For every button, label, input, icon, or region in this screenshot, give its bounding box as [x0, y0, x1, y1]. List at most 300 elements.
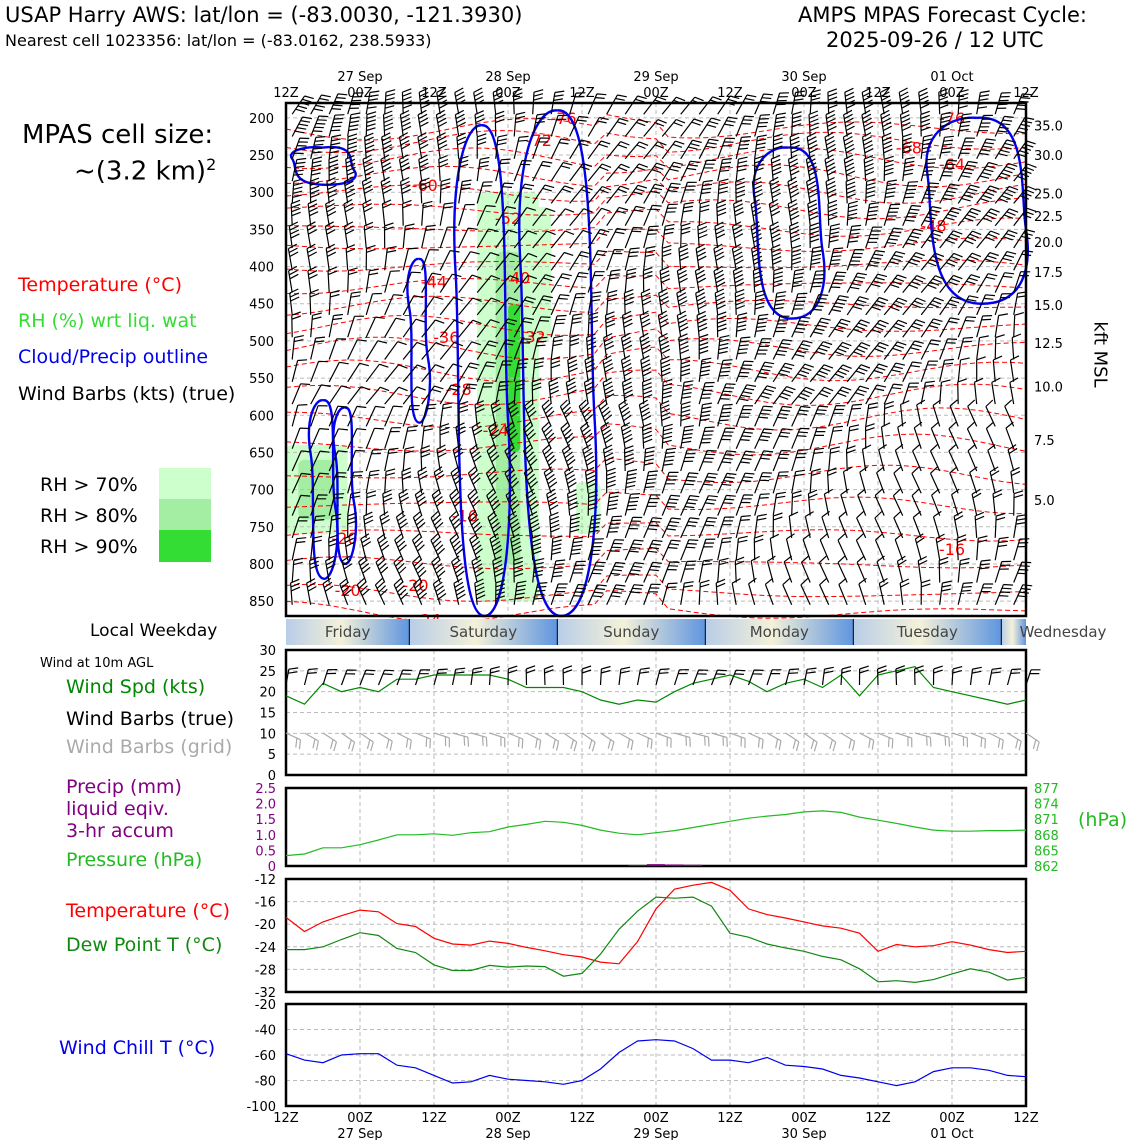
- wind-barb: [643, 423, 653, 448]
- wind-barb: [792, 341, 813, 360]
- wind-barb: [718, 428, 735, 449]
- wind-barb: [884, 363, 905, 382]
- wind-barb: [913, 445, 922, 472]
- legend-rh90: RH > 90%: [40, 536, 138, 558]
- wind-barb: [459, 252, 480, 271]
- wind-barb: [940, 380, 951, 404]
- bottom-hour-label: 00Z: [939, 1111, 965, 1126]
- wind-barb: [988, 445, 996, 472]
- wind-barb: [348, 268, 358, 293]
- wind-barb: [986, 422, 995, 449]
- wind-barb: [570, 252, 591, 271]
- temperature-label: -20: [402, 575, 429, 595]
- wind-ytick: 30: [259, 644, 276, 659]
- wind-barb: [366, 317, 385, 337]
- wind-barb: [788, 177, 799, 203]
- wind-barb: [422, 425, 434, 449]
- grid-wind-barb: [379, 733, 393, 751]
- wind-barb: [662, 380, 672, 405]
- wind-barb: [858, 489, 866, 515]
- wind-barb: [625, 540, 643, 560]
- precip-bar: [629, 865, 647, 866]
- wind-barb: [718, 495, 736, 515]
- top-hour-label: 12Z: [717, 86, 743, 101]
- forecast-cycle: 2025-09-26 / 12 UTC: [826, 28, 1044, 52]
- wind-barb: [718, 538, 732, 561]
- wind-barb: [699, 451, 717, 472]
- temperature-ytick: -16: [254, 895, 276, 911]
- wind-barb: [329, 291, 340, 315]
- wind-barb: [838, 534, 847, 560]
- temperature-label: -24: [482, 421, 509, 441]
- wind-barb: [977, 274, 998, 293]
- wind-barb: [290, 289, 300, 315]
- station-title: USAP Harry AWS: lat/lon = (-83.0030, -121.3930): [5, 3, 523, 27]
- top-hour-label: 00Z: [643, 86, 669, 101]
- surface-wind-barb: [934, 666, 943, 685]
- wind-barb: [329, 315, 343, 338]
- wind-barb: [639, 400, 650, 426]
- pressure-tick: 500: [249, 334, 274, 350]
- wind-barb: [311, 536, 322, 560]
- wind-barb: [893, 489, 902, 515]
- wind-barb: [292, 312, 301, 337]
- pressure-tick: 350: [249, 223, 274, 239]
- wind-barb: [810, 428, 826, 449]
- wind-barb: [699, 473, 718, 493]
- height-tick: 20.0: [1034, 236, 1063, 252]
- pressure-tick: 450: [249, 297, 274, 313]
- grid-wind-barb: [934, 733, 950, 747]
- temperature-label: -16: [451, 506, 478, 526]
- wind-ytick: 10: [259, 727, 276, 743]
- precip-bar: [666, 864, 684, 866]
- wind-barb: [773, 406, 792, 426]
- bottom-hour-label: 00Z: [791, 1111, 817, 1126]
- wind-barb: [968, 445, 977, 472]
- wind-barb: [551, 274, 572, 293]
- wind-barb: [561, 422, 574, 449]
- wind-barb: [899, 88, 910, 114]
- wind-barb: [385, 271, 400, 293]
- wind-barb: [662, 448, 676, 471]
- surface-wind-barb: [952, 667, 962, 685]
- wind-barb: [790, 222, 800, 248]
- temperature-label: -20: [331, 528, 358, 548]
- wind-barb: [681, 496, 700, 516]
- wind-barb: [733, 222, 743, 248]
- wind-barb: [995, 585, 1013, 605]
- pressure-tick: 750: [249, 520, 274, 536]
- wind-barb: [773, 387, 795, 405]
- wind-barb: [327, 178, 337, 204]
- wind-barb: [551, 560, 565, 583]
- wind-barb: [736, 473, 754, 493]
- wind-barb: [903, 341, 924, 360]
- precip-ytick: 1.0: [255, 828, 276, 844]
- wind-barb: [641, 289, 651, 315]
- wind-barb: [958, 559, 969, 583]
- temperature-label: -40: [504, 268, 531, 288]
- windchill-ytick: -60: [254, 1049, 276, 1064]
- wind-barb: [866, 179, 876, 204]
- grid-wind-barb: [952, 733, 967, 747]
- legend-precip-accum: 3-hr accum: [66, 820, 174, 842]
- pressure-tick: 300: [249, 186, 274, 202]
- wind-barb: [583, 445, 595, 471]
- pressure-tick: 650: [249, 446, 274, 462]
- wind-barb: [977, 560, 991, 583]
- precip-bar: [684, 865, 702, 866]
- wind-barb: [903, 383, 919, 404]
- wind-barb: [677, 267, 687, 293]
- wind-barb: [736, 313, 747, 337]
- wind-barb: [733, 267, 744, 293]
- wind-barb: [551, 336, 563, 360]
- wind-barb: [644, 540, 663, 560]
- wind-barb: [921, 340, 940, 360]
- surface-wind-barb: [1026, 670, 1041, 685]
- grid-wind-barb: [878, 733, 893, 749]
- wind-barb: [348, 451, 365, 472]
- wind-barb: [829, 447, 840, 471]
- bottom-hour-label: 12Z: [273, 1111, 299, 1126]
- wind-barb: [736, 385, 756, 404]
- wind-barb: [640, 311, 650, 337]
- wind-barb: [418, 110, 428, 136]
- wind-barb: [1014, 585, 1032, 605]
- wind-barb: [696, 289, 707, 315]
- wind-barb: [940, 297, 962, 315]
- temperature-label: -28: [445, 380, 472, 400]
- surface-wind-barb: [675, 670, 689, 685]
- wind-barb: [977, 186, 999, 204]
- surface-wind-barb: [823, 667, 834, 685]
- wind-barb: [1014, 251, 1033, 271]
- wind-barb: [950, 400, 958, 427]
- legend-pressure: Pressure (hPa): [66, 849, 203, 871]
- wind-barb: [440, 179, 450, 204]
- wind-barb: [385, 342, 407, 360]
- precip-ytick: 2.0: [255, 797, 276, 813]
- bottom-hour-label: 12Z: [421, 1111, 447, 1126]
- wind-barb: [625, 164, 648, 181]
- surface-wind-barb: [397, 670, 412, 685]
- wind-barb: [644, 205, 662, 225]
- wind-barb: [828, 200, 837, 225]
- wind-barb: [681, 223, 691, 248]
- wind-barb: [819, 556, 828, 582]
- wind-barb: [995, 335, 1005, 360]
- temperature-label: -76: [550, 108, 577, 128]
- wind-barb: [677, 311, 688, 337]
- weekday-label: Friday: [324, 623, 371, 641]
- wind-barb: [403, 200, 412, 225]
- wind-barb: [829, 406, 846, 427]
- top-date-label: 30 Sep: [781, 70, 827, 85]
- legend-cloud: Cloud/Precip outline: [18, 346, 209, 368]
- precip-bar: [647, 864, 665, 866]
- wind-barb: [773, 340, 792, 360]
- bottom-hour-label: 12Z: [717, 1111, 743, 1126]
- wind-barb: [977, 163, 998, 182]
- wind-barb: [718, 336, 730, 360]
- wind-barb: [292, 538, 306, 561]
- wind-barb: [755, 339, 772, 360]
- wind-barb: [549, 378, 559, 404]
- wind-barb: [829, 296, 849, 315]
- wind-barb: [450, 534, 463, 561]
- wind-barb: [607, 563, 625, 583]
- pressure-ytick: 874: [1034, 797, 1059, 813]
- wind-barb: [736, 406, 753, 427]
- bottom-date-label: 29 Sep: [633, 1127, 679, 1140]
- wind-barb: [662, 204, 678, 226]
- grid-wind-barb: [619, 733, 633, 750]
- wind-barb: [810, 318, 830, 337]
- temperature-label: -48: [920, 216, 947, 236]
- grid-wind-barb: [730, 733, 745, 748]
- wind-barb: [995, 513, 1005, 538]
- wind-barb: [802, 556, 811, 583]
- wind-barb: [903, 362, 922, 382]
- wind-barb: [326, 200, 336, 226]
- bottom-date-label: 30 Sep: [781, 1127, 827, 1140]
- grid-wind-barb: [656, 733, 671, 748]
- wind-barb: [773, 268, 783, 293]
- wind-barb: [401, 178, 411, 204]
- wind-barb: [829, 387, 852, 404]
- grid-wind-barb: [1026, 733, 1039, 751]
- pressure-tick: 600: [249, 409, 274, 425]
- top-hour-label: 12Z: [421, 86, 447, 101]
- wind-barb: [884, 342, 906, 360]
- wind-barb: [736, 495, 753, 516]
- wind-barb: [588, 585, 607, 605]
- wind-ytick: 5: [267, 748, 276, 764]
- top-hour-label: 00Z: [791, 86, 817, 101]
- wind-barb: [363, 155, 374, 181]
- wind-barb: [607, 186, 630, 203]
- grid-wind-barb: [989, 733, 1003, 750]
- grid-wind-barb: [305, 733, 319, 750]
- grid-wind-barb: [1008, 733, 1022, 751]
- wind-barb: [403, 426, 417, 448]
- precip-ytick: 2.5: [255, 782, 276, 797]
- wind-barb: [847, 365, 870, 382]
- grid-wind-barb: [323, 733, 336, 751]
- kft-axis-label: kft MSL: [1089, 321, 1111, 388]
- wind-barb: [403, 224, 414, 248]
- wind-barb: [977, 536, 988, 560]
- wind-barb: [734, 200, 744, 226]
- wind-barb: [681, 473, 699, 493]
- wind-barb: [625, 517, 642, 538]
- surface-wind-barb: [601, 667, 611, 686]
- grid-wind-barb: [712, 733, 728, 747]
- grid-wind-barb: [971, 733, 986, 748]
- bottom-date-label: 01 Oct: [930, 1127, 974, 1140]
- wind-barb: [844, 110, 855, 136]
- legend-temperature: Temperature (°C): [18, 274, 182, 296]
- legend-rh: RH (%) wrt liq. wat: [18, 310, 197, 332]
- grid-wind-barb: [342, 733, 355, 751]
- wind-barb: [292, 405, 307, 427]
- wind-barb: [607, 585, 626, 605]
- wind-barb: [866, 251, 885, 271]
- wind-barb: [968, 400, 977, 427]
- wind-barb: [773, 363, 794, 382]
- wind-barb: [659, 289, 669, 315]
- grid-wind-barb: [397, 733, 411, 750]
- wind-barb: [847, 201, 858, 225]
- wind-barb: [474, 88, 484, 114]
- wind-barb: [292, 558, 303, 582]
- wind-barb: [755, 386, 776, 404]
- surface-wind-barb: [323, 670, 337, 685]
- wind-barb: [918, 557, 927, 583]
- wind-barb: [403, 296, 423, 315]
- wind-barb: [679, 334, 689, 360]
- wind-barb: [459, 205, 475, 226]
- wind-barb: [810, 342, 832, 360]
- surface-wind-barb: [544, 666, 553, 685]
- cell-size-text: ~(3.2 km): [74, 156, 207, 187]
- wind-barb: [847, 386, 869, 404]
- wind-barb: [699, 496, 718, 516]
- wind-barb: [921, 111, 930, 136]
- wind-barb: [884, 156, 894, 181]
- wind-barb: [440, 403, 452, 427]
- grid-wind-barb: [897, 733, 912, 747]
- temperature-ytick: -12: [254, 873, 276, 888]
- top-hour-label: 12Z: [569, 86, 595, 101]
- grid-wind-barb: [360, 733, 373, 751]
- bottom-hour-label: 00Z: [495, 1111, 521, 1126]
- wind-barb: [366, 491, 376, 516]
- wind-barb: [792, 491, 802, 516]
- wind-barb: [820, 534, 829, 561]
- wind-barb: [884, 252, 905, 271]
- wind-barb: [455, 110, 465, 136]
- temperature-label: -44: [420, 272, 448, 292]
- wind-barb: [570, 164, 592, 182]
- wind-barb: [847, 297, 869, 315]
- surface-wind-barb: [1008, 669, 1022, 685]
- wind-barb: [699, 427, 715, 449]
- wind-barb: [644, 584, 661, 605]
- wind-barb: [770, 222, 781, 248]
- grid-wind-barb: [490, 733, 505, 747]
- wind-barb: [717, 200, 726, 225]
- wind-barb: [625, 185, 647, 203]
- wind-barb: [599, 400, 612, 427]
- wind-barb: [792, 406, 811, 426]
- wind-barb: [607, 270, 621, 293]
- wind-barb: [940, 318, 960, 337]
- grid-wind-barb: [453, 733, 469, 747]
- wind-barb: [292, 117, 312, 137]
- wind-barb: [607, 207, 628, 225]
- surface-wind-barb: [896, 666, 905, 685]
- wind-barb: [662, 162, 683, 181]
- wind-barb: [348, 113, 361, 137]
- wind-barb: [311, 157, 322, 181]
- pressure-ytick: 868: [1034, 828, 1059, 844]
- wind-barb: [736, 429, 754, 449]
- top-hour-label: 12Z: [1013, 86, 1039, 101]
- wind-barb: [921, 361, 938, 382]
- wind-barb: [432, 556, 445, 583]
- wind-barb: [308, 200, 318, 226]
- legend-rh80: RH > 80%: [40, 505, 138, 527]
- wind-barb: [329, 362, 349, 382]
- wind-barb: [995, 252, 1016, 271]
- wind-barb: [866, 403, 878, 427]
- grid-wind-barb: [545, 733, 559, 751]
- wind-barb: [422, 201, 433, 225]
- pressure-tick: 850: [249, 595, 274, 611]
- wind-barb: [844, 155, 855, 181]
- temperature-label: -72: [525, 131, 552, 151]
- wind-barb: [884, 204, 900, 225]
- hpa-axis-label: (hPa): [1078, 809, 1128, 831]
- wind-barb: [755, 314, 769, 337]
- wind-barb: [570, 537, 584, 560]
- wind-barb: [566, 378, 576, 404]
- wind-barb: [958, 208, 981, 225]
- wind-barb: [897, 556, 906, 582]
- wind-barb: [847, 225, 861, 248]
- wind-barb: [810, 223, 819, 248]
- wind-barb: [311, 313, 322, 337]
- top-hour-label: 00Z: [939, 86, 965, 101]
- legend-wind-barbs-true: Wind Barbs (true): [66, 708, 235, 730]
- wind-barb: [439, 156, 448, 182]
- wind-barb: [440, 203, 453, 226]
- wind-barb: [607, 492, 619, 515]
- wind-barb: [579, 400, 593, 427]
- wind-barb: [847, 320, 870, 337]
- height-tick: 22.5: [1034, 210, 1063, 226]
- wind-barb: [385, 318, 405, 337]
- wind-barb: [992, 378, 1001, 404]
- legend-precip: Precip (mm): [66, 776, 182, 798]
- wind-barb: [396, 511, 407, 538]
- grid-wind-barb: [286, 733, 301, 749]
- wind-barb: [717, 312, 726, 337]
- wind-barb: [662, 225, 674, 249]
- top-hour-label: 00Z: [347, 86, 373, 101]
- wind-ytick: 15: [259, 706, 276, 722]
- wind-barb: [826, 178, 837, 204]
- wind-barb: [792, 112, 802, 137]
- windchill-ytick: -80: [254, 1074, 276, 1090]
- wind-barb: [400, 155, 410, 181]
- wind-barb: [402, 89, 411, 114]
- surface-wind-barb: [878, 666, 887, 685]
- surface-wind-barb: [971, 667, 982, 685]
- wind-barb: [570, 335, 579, 360]
- wind-barb: [625, 494, 640, 516]
- cell-size-label: MPAS cell size:: [22, 120, 214, 150]
- top-date-label: 01 Oct: [930, 70, 974, 85]
- wind-barb: [866, 227, 883, 248]
- wind-barb: [366, 269, 379, 292]
- wind10m-label: Wind at 10m AGL: [40, 656, 154, 671]
- wind-barb: [403, 319, 425, 337]
- grid-wind-barb: [804, 733, 817, 751]
